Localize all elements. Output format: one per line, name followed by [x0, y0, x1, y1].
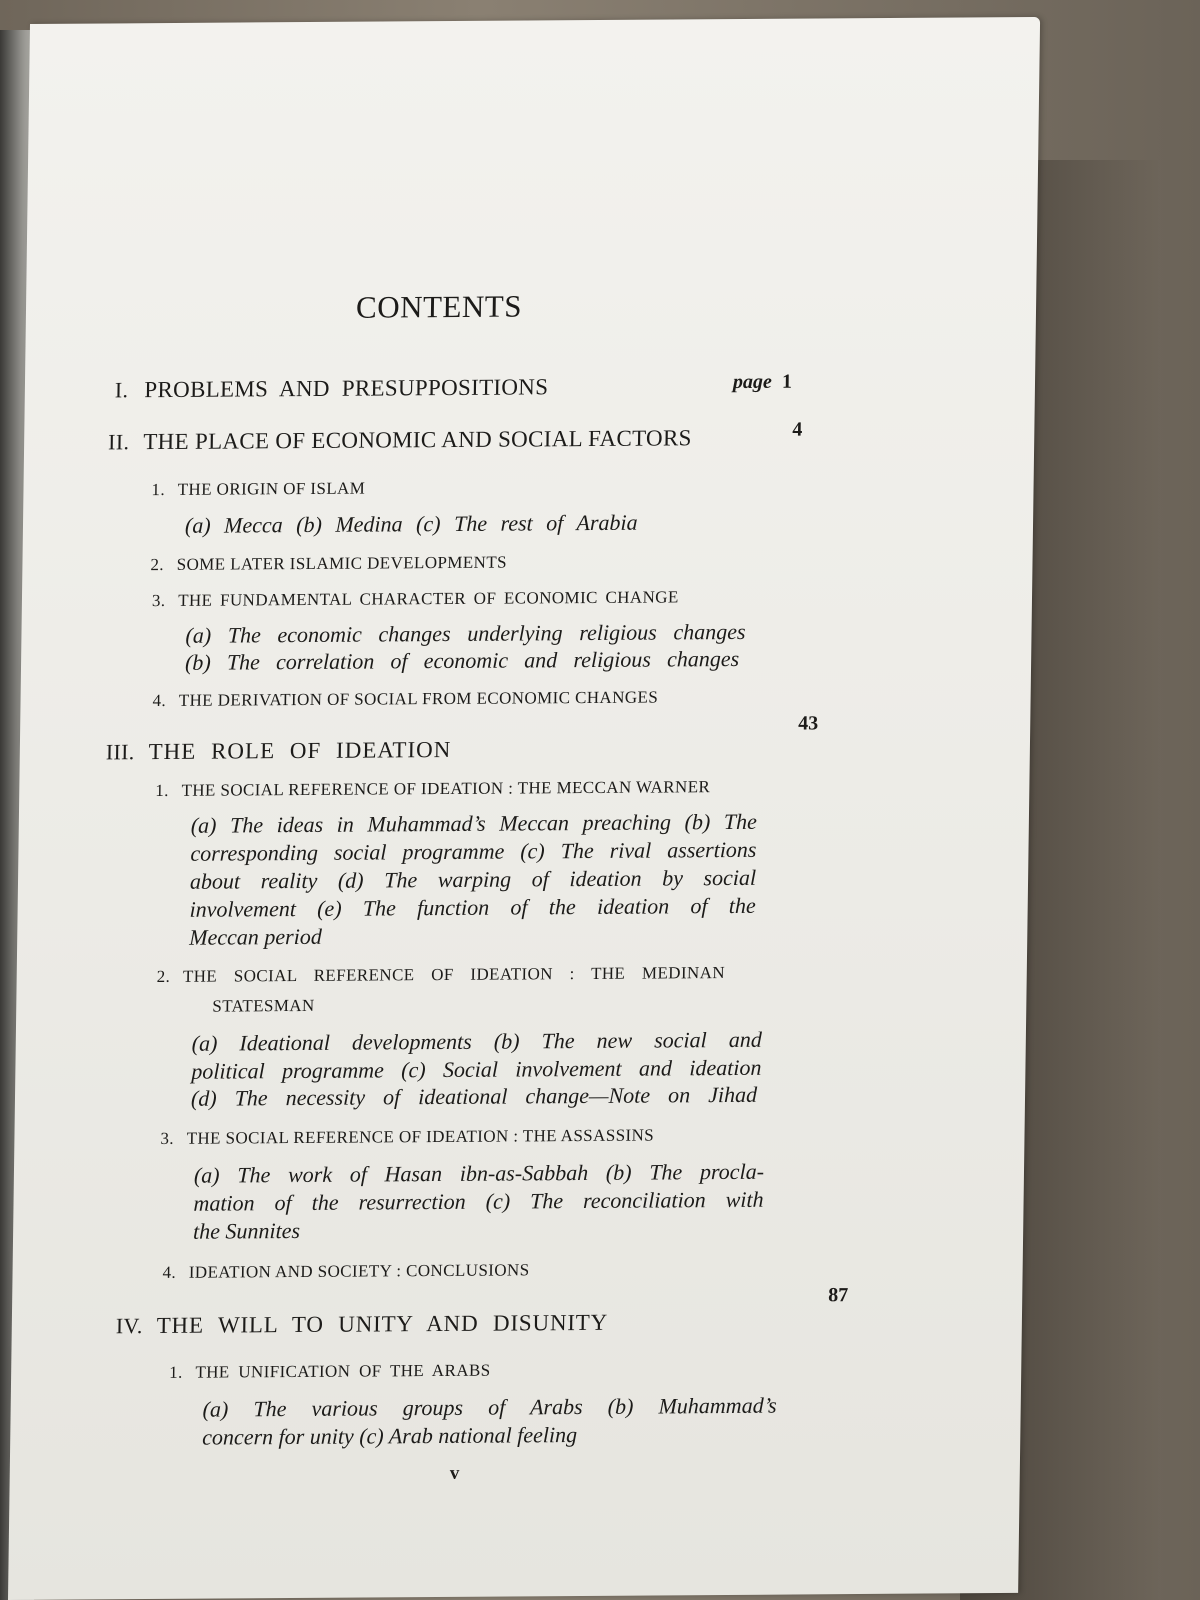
subsection-line: (a) Mecca (b) Medina (c) The rest of Arabia	[184, 509, 638, 538]
subsection-line: (a) The economic changes underlying religious changes	[185, 618, 746, 648]
subsection-line: concern for unity (c) Arab national feeling	[202, 1422, 578, 1450]
chapter-entry	[106, 737, 452, 765]
section-title: THE SOCIAL REFERENCE OF IDEATION : THE ASSASSINS	[186, 1125, 655, 1148]
section-entry	[150, 553, 507, 575]
chapter-number: III.	[105, 739, 135, 765]
section-number: 4.	[162, 1262, 177, 1282]
section-entry	[152, 688, 658, 712]
section-number: 1.	[155, 780, 169, 801]
book-page	[8, 17, 1040, 1600]
section-title: THE SOCIAL REFERENCE OF IDEATION : THE MECCAN WARNER	[181, 777, 711, 800]
folio-page-number: v	[449, 1462, 460, 1484]
subsection-line: (a) The various groups of Arabs (b) Muhammad’s	[202, 1392, 777, 1422]
subsection-line: political programme (c) Social involvement and ideation	[191, 1054, 762, 1084]
page-number: 43	[798, 712, 819, 735]
section-number: 1.	[151, 480, 166, 500]
section-entry	[151, 479, 365, 500]
subsection-line: the Sunnites	[192, 1217, 301, 1244]
section-entry	[152, 587, 679, 611]
section-title: THE UNIFICATION OF THE ARABS	[195, 1360, 491, 1382]
page-ref	[733, 371, 792, 394]
section-title: THE FUNDAMENTAL CHARACTER OF ECONOMIC CHANGE	[178, 587, 679, 610]
subsection-line: about reality (d) The warping of ideation by social	[189, 864, 757, 894]
section-entry	[157, 963, 761, 987]
section-number: 1.	[169, 1362, 183, 1382]
page-number: 87	[828, 1284, 849, 1307]
section-entry	[169, 1361, 491, 1383]
section-title: THE DERIVATION OF SOCIAL FROM ECONOMIC CHANGES	[178, 687, 659, 710]
section-title: SOME LATER ISLAMIC DEVELOPMENTS	[176, 552, 508, 574]
section-title: THE SOCIAL REFERENCE OF IDEATION : THE MEDINAN	[182, 963, 726, 986]
chapter-number: II.	[107, 429, 130, 455]
section-number: 3.	[151, 590, 166, 611]
section-number: 3.	[160, 1128, 175, 1148]
chapter-entry	[115, 374, 549, 403]
subsection-line: mation of the resurrection (c) The reconciliation with	[193, 1186, 764, 1216]
section-number: 2.	[156, 966, 171, 986]
subsection-line: corresponding social programme (c) The rival assertions	[190, 836, 757, 866]
section-title: IDEATION AND SOCIETY : CONCLUSIONS	[188, 1260, 530, 1282]
page-number: 4	[792, 418, 803, 441]
chapter-title: PROBLEMS AND PRESUPPOSITIONS	[144, 374, 549, 403]
chapter-entry	[108, 425, 692, 455]
chapter-number: IV.	[115, 1313, 143, 1339]
section-entry	[162, 1260, 529, 1283]
subsection-line: (a) The work of Hasan ibn-as-Sabbah (b) The procla-	[193, 1158, 765, 1188]
subsection-line: (a) Ideational developments (b) The new social and	[191, 1026, 763, 1056]
subsection-line: (d) The necessity of ideational change—Note on Jihad	[190, 1081, 758, 1111]
chapter-entry	[116, 1310, 609, 1339]
page-label: page	[732, 370, 773, 394]
section-title-continued: STATESMAN	[212, 995, 315, 1016]
subsection-line: (b) The correlation of economic and religious changes	[184, 645, 740, 675]
subsection-line: involvement (e) The function of the ideation of the	[189, 892, 756, 922]
subsection-line: Meccan period	[189, 923, 323, 950]
chapter-title: THE PLACE OF ECONOMIC AND SOCIAL FACTORS	[143, 425, 692, 455]
section-number: 2.	[150, 554, 165, 575]
subsection-line: (a) The ideas in Muhammad’s Meccan preaching (b) The	[190, 808, 758, 838]
section-number: 4.	[152, 690, 167, 711]
chapter-number: I.	[114, 377, 129, 403]
chapter-title: THE WILL TO UNITY AND DISUNITY	[156, 1309, 609, 1338]
section-title: THE ORIGIN OF ISLAM	[177, 478, 366, 499]
contents-title: CONTENTS	[355, 288, 523, 325]
page-number: 1	[781, 370, 793, 393]
section-entry	[155, 777, 710, 801]
section-entry	[160, 1126, 654, 1149]
chapter-title: THE ROLE OF IDEATION	[148, 736, 452, 765]
